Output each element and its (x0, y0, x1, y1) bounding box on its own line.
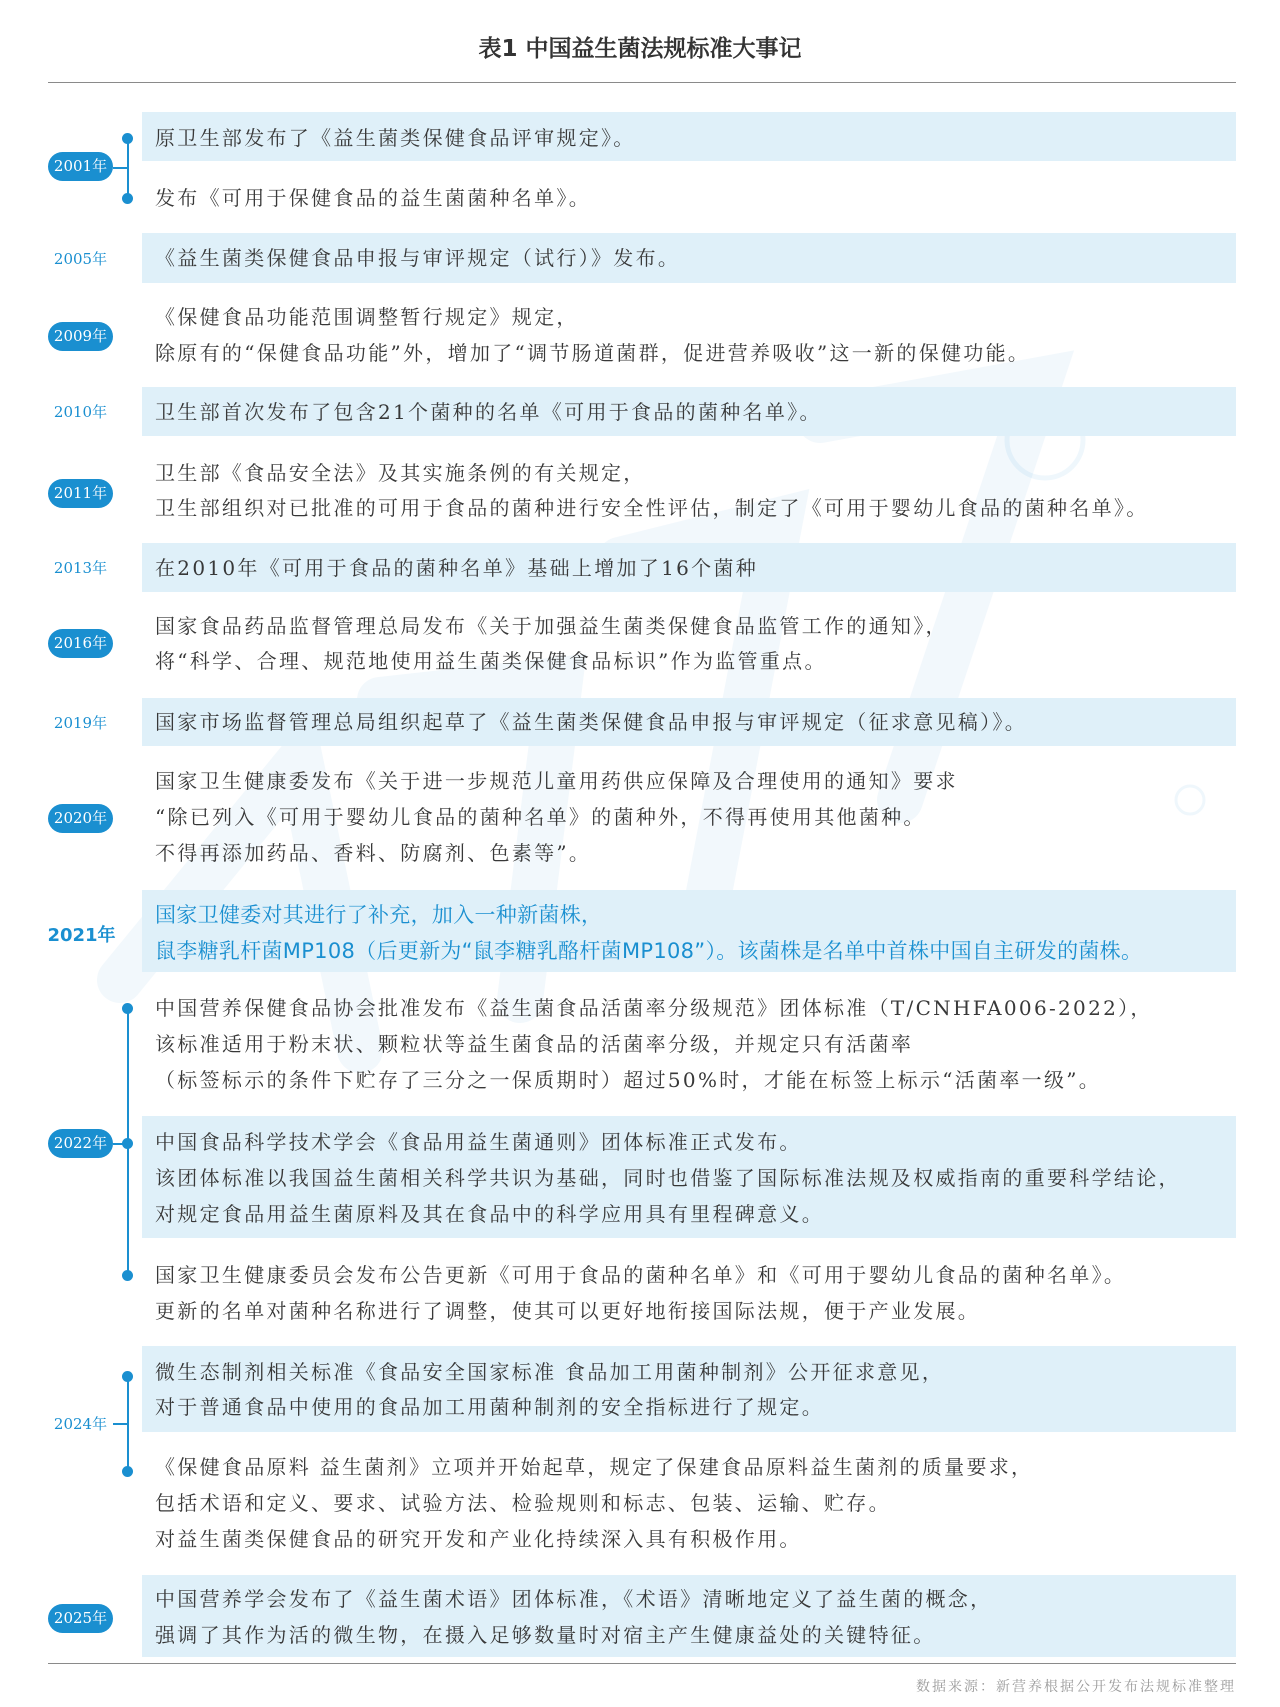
event-text: 鼠李糖乳杆菌MP108（后更新为“鼠李糖乳酪杆菌MP108”）。该菌株是名单中首株中国自主研发的菌株。 (155, 939, 1143, 963)
year-label-2019: 2019年 (53, 714, 108, 732)
year-label-2013: 2013年 (53, 559, 108, 577)
year-badge-2020: 2020年 (48, 804, 113, 833)
year-badge-2001: 2001年 (48, 152, 113, 181)
event-text: 中国营养保健食品协会批准发布《益生菌食品活菌率分级规范》团体标准（T/CNHFA006-2022）， (155, 996, 1153, 1020)
timeline-dot (122, 1466, 133, 1477)
year-label-2024: 2024年 (53, 1415, 108, 1433)
event-text: 国家市场监督管理总局组织起草了《益生菌类保健食品申报与审评规定（征求意见稿）》。 (155, 710, 1027, 734)
timeline-dot (122, 1371, 133, 1382)
timeline-dot (122, 1270, 133, 1281)
bottom-rule (48, 1663, 1236, 1664)
page-title: 表1 中国益生菌法规标准大事记 (478, 36, 802, 62)
event-text: 将“科学、合理、规范地使用益生菌类保健食品标识”作为监管重点。 (155, 649, 827, 673)
event-text: 中国食品科学技术学会《食品用益生菌通则》团体标准正式发布。 (155, 1130, 802, 1154)
event-text: 包括术语和定义、要求、试验方法、检验规则和标志、包装、运输、贮存。 (155, 1491, 891, 1515)
event-text: 该团体标准以我国益生菌相关科学共识为基础，同时也借鉴了国际标准法规及权威指南的重要科学结论， (155, 1166, 1181, 1190)
event-text: 发布《可用于保健食品的益生菌菌种名单》。 (155, 186, 591, 210)
event-text: 对规定食品用益生菌原料及其在食品中的科学应用具有里程碑意义。 (155, 1202, 824, 1226)
timeline-connector (113, 167, 128, 169)
event-text: 国家卫健委对其进行了补充，加入一种新菌株， (155, 903, 603, 927)
year-badge-2011: 2011年 (48, 479, 113, 508)
event-text: 除原有的“保健食品功能”外，增加了“调节肠道菌群，促进营养吸收”这一新的保健功能。 (155, 341, 1031, 365)
event-text: 对于普通食品中使用的食品加工用菌种制剂的安全指标进行了规定。 (155, 1395, 824, 1419)
year-label-2010: 2010年 (53, 403, 108, 421)
event-text: 对益生菌类保健食品的研究开发和产业化持续深入具有积极作用。 (155, 1527, 802, 1551)
event-text: 国家卫生健康委发布《关于进一步规范儿童用药供应保障及合理使用的通知》要求 (155, 769, 958, 793)
year-label-2005: 2005年 (53, 250, 108, 268)
timeline-dot (122, 1003, 133, 1014)
timeline-connector (113, 1423, 128, 1425)
year-badge-2022: 2022年 (48, 1129, 113, 1158)
event-text: 在2010年《可用于食品的菌种名单》基础上增加了16个菌种 (155, 556, 759, 580)
event-text: 《益生菌类保健食品申报与审评规定（试行）》发布。 (155, 246, 681, 270)
event-text: 国家卫生健康委员会发布公告更新《可用于食品的菌种名单》和《可用于婴幼儿食品的菌种名单》。 (155, 1263, 1127, 1287)
timeline-dot (122, 133, 133, 144)
event-text: 微生态制剂相关标准《食品安全国家标准 食品加工用菌种制剂》公开征求意见， (155, 1360, 945, 1384)
year-badge-2016: 2016年 (48, 629, 113, 658)
event-text: 更新的名单对菌种名称进行了调整，使其可以更好地衔接国际法规，便于产业发展。 (155, 1299, 981, 1323)
event-text: “除已列入《可用于婴幼儿食品的菌种名单》的菌种外，不得再使用其他菌种。 (155, 805, 926, 829)
year-label-2021: 2021年 (47, 925, 116, 946)
event-text: 《保健食品功能范围调整暂行规定》规定， (155, 305, 579, 329)
event-text: 不得再添加药品、香料、防腐剂、色素等”。 (155, 841, 592, 865)
timeline-dot (122, 193, 133, 204)
event-text: 原卫生部发布了《益生菌类保健食品评审规定》。 (155, 126, 636, 150)
data-source: 数据来源：新营养根据公开发布法规标准整理 (916, 1679, 1236, 1695)
event-text: 该标准适用于粉末状、颗粒状等益生菌食品的活菌率分级，并规定只有活菌率 (155, 1032, 914, 1056)
event-text: 卫生部首次发布了包含21个菌种的名单《可用于食品的菌种名单》。 (155, 400, 822, 424)
event-text: （标签标示的条件下贮存了三分之一保质期时）超过50%时，才能在标签上标示“活菌率一级”。 (155, 1068, 1102, 1092)
event-text: 强调了其作为活的微生物，在摄入足够数量时对宿主产生健康益处的关键特征。 (155, 1623, 936, 1647)
top-rule (48, 82, 1236, 83)
event-text: 卫生部组织对已批准的可用于食品的菌种进行安全性评估，制定了《可用于婴幼儿食品的菌种名单》。 (155, 496, 1149, 520)
event-text: 卫生部《食品安全法》及其实施条例的有关规定， (155, 461, 646, 485)
event-text: 《保健食品原料 益生菌剂》立项并开始起草，规定了保建食品原料益生菌剂的质量要求， (155, 1455, 1034, 1479)
year-badge-2009: 2009年 (48, 322, 113, 351)
event-text: 国家食品药品监督管理总局发布《关于加强益生菌类保健食品监管工作的通知》， (155, 614, 948, 638)
event-text: 中国营养学会发布了《益生菌术语》团体标准，《术语》清晰地定义了益生菌的概念， (155, 1587, 993, 1611)
year-badge-2025: 2025年 (48, 1604, 113, 1633)
timeline-dot (122, 1138, 133, 1149)
